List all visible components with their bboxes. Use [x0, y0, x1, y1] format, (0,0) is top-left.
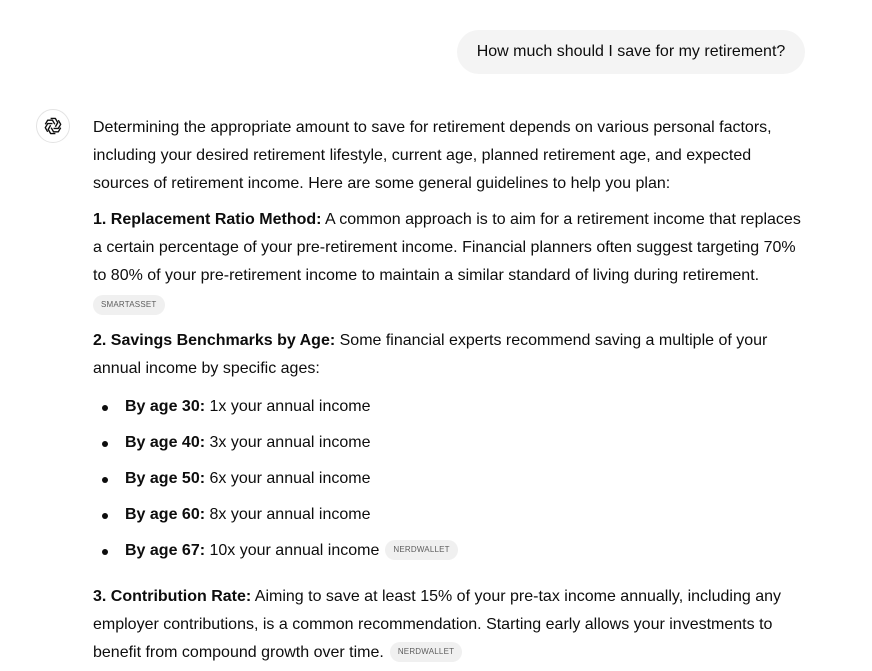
contribution-rate-paragraph — [93, 583, 808, 667]
contribution-rate-heading: 3. Contribution Rate: — [93, 588, 252, 605]
assistant-avatar — [36, 109, 70, 143]
benchmarks-list — [93, 389, 808, 569]
benchmark-value: 1x your annual income — [205, 398, 371, 415]
list-item — [93, 389, 808, 425]
source-chip-smartasset[interactable]: SMARTASSET — [93, 295, 165, 315]
list-item — [93, 533, 808, 569]
benchmark-value: 8x your annual income — [205, 506, 371, 523]
openai-logo-icon — [42, 115, 64, 137]
benchmark-label: By age 67: — [125, 542, 206, 559]
source-chip-nerdwallet[interactable]: NERDWALLET — [390, 642, 462, 662]
intro-paragraph: Determining the appropriate amount to save for retirement depends on various personal factors, including your desired retirement lifestyle, current age, planned retirement age, and expected sources of retirement income. Here are some general guidelines to help you plan: — [93, 119, 772, 192]
list-item — [93, 461, 808, 497]
benchmark-value: 10x your annual income — [205, 542, 380, 559]
benchmark-label: By age 50: — [125, 470, 206, 487]
replacement-ratio-text: A common approach is to aim for a retirement income that replaces a certain percentage of your pre-retirement income. Financial planners often suggest targeting 70% to 80% of your pre-retirement income to maintain a similar standard of living during retirement. — [93, 211, 801, 284]
benchmark-value: 3x your annual income — [205, 434, 371, 451]
replacement-ratio-heading: 1. Replacement Ratio Method: — [93, 211, 322, 228]
benchmark-value: 6x your annual income — [205, 470, 371, 487]
source-chip-nerdwallet[interactable]: NERDWALLET — [385, 540, 457, 560]
savings-benchmarks-paragraph — [93, 327, 808, 383]
assistant-response — [93, 114, 808, 671]
savings-benchmarks-text: Some financial experts recommend saving a multiple of your annual income by specific ages: — [93, 332, 768, 377]
benchmark-label: By age 40: — [125, 434, 206, 451]
replacement-ratio-paragraph — [93, 206, 808, 315]
benchmark-label: By age 60: — [125, 506, 206, 523]
list-item — [93, 425, 808, 461]
benchmark-label: By age 30: — [125, 398, 206, 415]
user-message-bubble — [457, 30, 805, 74]
contribution-rate-text: Aiming to save at least 15% of your pre-tax income annually, including any employer contributions, is a common recommendation. Starting early allows your investments to benefit from compound growth over time. — [93, 588, 781, 661]
user-message-text: How much should I save for my retirement? — [476, 43, 786, 60]
savings-benchmarks-heading: 2. Savings Benchmarks by Age: — [93, 332, 336, 349]
list-item — [93, 497, 808, 533]
